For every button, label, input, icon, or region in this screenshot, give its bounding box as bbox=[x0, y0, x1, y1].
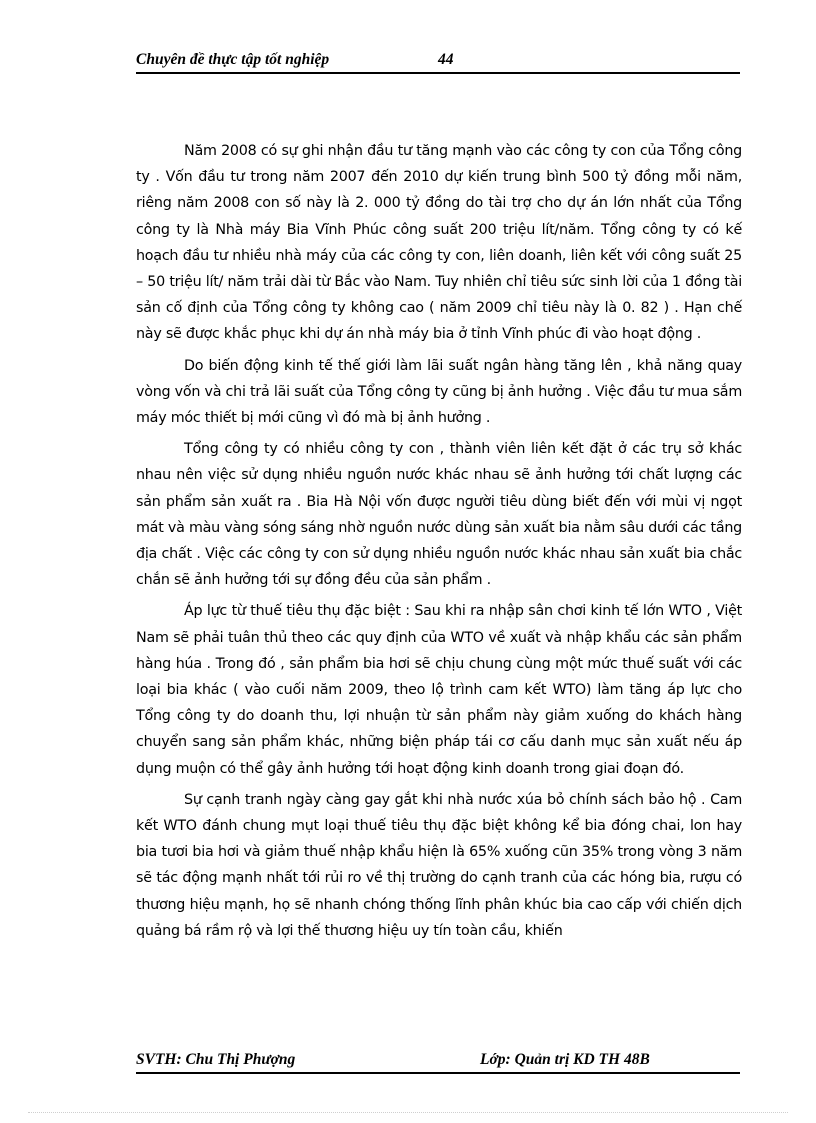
paragraph-water-sources: Tổng công ty có nhiều công ty con , thành viên liên kết đặt ở các trụ sở khác nhau nên việc sử dụng nhiều nguồn nước khác nhau sẽ ảnh hưởng tới chất lượng các sản phẩm sản xuất ra . Bia Hà Nội vốn được người tiêu dùng biết đến với mùi vị ngọt mát và màu vàng sóng sáng nhờ nguồn nước dùng sản xuất bia nằm sâu dưới các tầng địa chất . Việc các công ty con sử dụng nhiều nguồn nước khác nhau sản xuất bia chắc chắn sẽ ảnh hưởng tới sự đồng đều của sản phẩm . bbox=[136, 441, 742, 589]
page-bottom-edge bbox=[28, 1112, 788, 1113]
footer-author: SVTH: Chu Thị Phượng bbox=[136, 1051, 296, 1068]
body-text bbox=[136, 138, 742, 949]
paragraph-investment: Năm 2008 có sự ghi nhận đầu tư tăng mạnh vào các công ty con của Tổng công ty . Vốn đầu tư trong năm 2007 đến 2010 dự kiến trung bình 500 tỷ đồng mỗi năm, riêng năm 2008 con số này là 2. 000 tỷ đồng do tài trợ cho dự án lớn nhất của Tổng công ty là Nhà máy Bia Vĩnh Phúc công suất 200 triệu lít/năm. Tổng công ty có kế hoạch đầu tư nhiều nhà máy của các công ty con, liên doanh, liên kết với công suất 25 – 50 triệu lít/ năm trải dài từ Bắc vào Nam. Tuy nhiên chỉ tiêu sức sinh lời của 1 đồng tài sản cố định của Tổng công ty không cao ( năm 2009 chỉ tiêu này là 0. 82 ) . Hạn chế này sẽ được khắc phục khi dự án nhà máy bia ở tỉnh Vĩnh phúc đi vào hoạt động . bbox=[136, 143, 742, 343]
paragraph-interest-rate: Do biến động kinh tế thế giới làm lãi suất ngân hàng tăng lên , khả năng quay vòng vốn và chi trả lãi suất của Tổng công ty cũng bị ảnh hưởng . Việc đầu tư mua sắm máy móc thiết bị mới cũng vì đó mà bị ảnh hưởng . bbox=[136, 357, 742, 427]
paragraph-excise-tax: Áp lực từ thuế tiêu thụ đặc biệt : Sau khi ra nhập sân chơi kinh tế lớn WTO , Việt Nam sẽ phải tuân thủ theo các quy định của WTO về xuất và nhập khẩu các sản phẩm hàng húa . Trong đó , sản phẩm bia hơi sẽ chịu chung cùng một mức thuế suất với các loại bia khác ( vào cuối năm 2009, theo lộ trình cam kết WTO) làm tăng áp lực cho Tổng công ty do doanh thu, lợi nhuận từ sản phẩm này giảm xuống do khách hàng chuyển sang sản phẩm khác, những biện pháp tái cơ cấu danh mục sản xuất nếu áp dụng muộn có thể gây ảnh hưởng tới hoạt động kinh doanh trong giai đoạn đó. bbox=[136, 603, 742, 777]
header-title: Chuyên đề thực tập tốt nghiệp bbox=[136, 51, 330, 68]
page-footer bbox=[136, 1050, 740, 1074]
paragraph-competition: Sự cạnh tranh ngày càng gay gắt khi nhà nước xúa bỏ chính sách bảo hộ . Cam kết WTO đánh chung mụt loại thuế tiêu thụ đặc biệt không kể bia đóng chai, lon hay bia tươi bia hơi và giảm thuế nhập khẩu hiện là 65% xuống cũn 35% trong vòng 3 năm sẽ tác động mạnh nhất tới rủi ro về thị trường do cạnh tranh của các hóng bia, rượu có thương hiệu mạnh, họ sẽ nhanh chóng thống lĩnh phân khúc bia cao cấp với chiến dịch quảng bá rầm rộ và lợi thế thương hiệu uy tín toàn cầu, khiến bbox=[136, 791, 742, 939]
page-number: 44 bbox=[438, 51, 454, 68]
footer-class: Lớp: Quản trị KD TH 48B bbox=[480, 1051, 650, 1068]
page-header bbox=[136, 50, 740, 74]
